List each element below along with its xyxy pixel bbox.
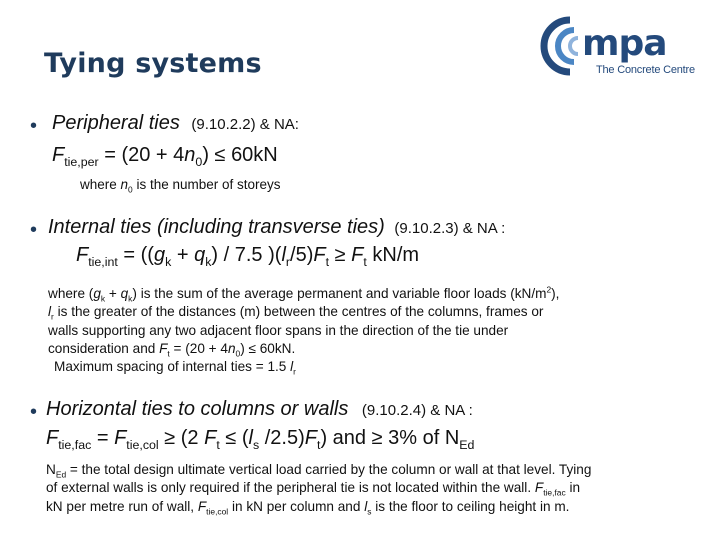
note-text: ), xyxy=(551,286,560,301)
peripheral-equation xyxy=(52,145,278,168)
logo-subtitle: The Concrete Centre xyxy=(596,64,695,76)
note-text: ) ≤ 60kN. xyxy=(240,341,296,357)
page-title: Tying systems xyxy=(44,48,262,79)
eq-text: = (20 + 4 xyxy=(98,144,185,166)
peripheral-heading xyxy=(52,113,299,133)
horizontal-ref: (9.10.2.4) & NA xyxy=(361,402,465,419)
note-text: + xyxy=(105,286,121,301)
note-subscript: tie,col xyxy=(206,506,229,517)
eq-symbol: n xyxy=(184,144,196,166)
eq-subscript: tie,int xyxy=(88,255,118,269)
peripheral-note xyxy=(80,176,281,194)
eq-symbol: F xyxy=(304,427,317,449)
note-subscript: s xyxy=(367,506,372,517)
mpa-logo xyxy=(536,14,695,84)
eq-text: /2.5) xyxy=(259,427,305,449)
eq-subscript: t xyxy=(363,255,367,269)
eq-subscript: Ed xyxy=(459,438,475,452)
eq-text: ≥ (2 xyxy=(158,427,205,449)
eq-text: = xyxy=(91,427,115,449)
note-line xyxy=(46,479,696,497)
horizontal-heading xyxy=(46,399,473,419)
note-line xyxy=(46,461,696,479)
note-subscript: 0 xyxy=(128,184,133,195)
note-line xyxy=(46,498,696,516)
eq-symbol: F xyxy=(114,427,127,449)
note-text: = (20 + 4 xyxy=(169,341,228,357)
note-text: is the floor to ceiling height in m. xyxy=(371,498,570,514)
note-symbol: l xyxy=(290,359,294,375)
note-subscript: k xyxy=(128,293,133,304)
eq-subscript: 0 xyxy=(195,155,203,169)
eq-symbol: l xyxy=(281,244,286,266)
eq-text: + xyxy=(171,244,195,266)
eq-symbol: F xyxy=(46,427,59,449)
eq-subscript: tie,per xyxy=(64,155,99,169)
note-symbol: l xyxy=(364,498,368,514)
eq-subscript: tie,fac xyxy=(58,438,92,452)
eq-symbol: l xyxy=(248,427,253,449)
note-symbol: l xyxy=(48,304,52,320)
peripheral-colon: : xyxy=(294,116,299,133)
note-text: Maximum spacing of internal ties = 1.5 xyxy=(54,359,291,375)
eq-text: kN/m xyxy=(366,244,420,266)
note-text: ) is the sum of the average permanent and variable floor loads (kN/m xyxy=(132,286,547,301)
note-text: = the total design ultimate vertical load carried by the column or wall at that level. Tying xyxy=(66,462,592,477)
eq-symbol: q xyxy=(194,244,206,266)
eq-text: ≤ ( xyxy=(219,427,249,449)
eq-subscript: s xyxy=(252,438,260,452)
note-text: is the greater of the distances (m) between the centres of the columns, frames or xyxy=(53,304,544,320)
horizontal-heading-text: Horizontal ties to columns or walls xyxy=(46,398,349,420)
eq-subscript: k xyxy=(205,255,212,269)
peripheral-ref: (9.10.2.2) & NA xyxy=(191,116,295,133)
note-superscript: 2 xyxy=(546,284,552,295)
note-symbol: F xyxy=(534,480,544,496)
eq-subscript: t xyxy=(325,255,330,269)
eq-subscript: tie,col xyxy=(126,438,159,452)
logo-brand: mpa xyxy=(582,23,667,64)
note-symbol: n xyxy=(120,177,129,192)
horizontal-colon: : xyxy=(464,402,473,419)
eq-symbol: F xyxy=(313,244,326,266)
note-symbol: F xyxy=(197,498,207,514)
note-text: where xyxy=(80,177,121,192)
note-subscript: r xyxy=(51,312,54,323)
horizontal-equation xyxy=(46,428,474,451)
note-line xyxy=(48,340,688,358)
eq-symbol: F xyxy=(351,244,364,266)
eq-text: ) ≤ 60kN xyxy=(202,144,278,166)
note-subscript: r xyxy=(293,367,296,378)
eq-text: ) / 7.5 )( xyxy=(211,244,282,266)
eq-symbol: F xyxy=(76,244,89,266)
note-subscript: Ed xyxy=(55,469,67,480)
eq-symbol: F xyxy=(204,427,217,449)
note-text: where ( xyxy=(48,286,94,301)
internal-heading xyxy=(48,217,505,237)
eq-text: ≥ xyxy=(329,244,352,266)
note-subscript: tie,fac xyxy=(543,488,566,499)
internal-note xyxy=(48,285,688,377)
note-text: kN per metre run of wall, xyxy=(46,498,198,514)
note-text: of external walls is only required if the peripheral tie is not located within the wall. xyxy=(46,480,535,496)
note-line xyxy=(48,358,688,376)
note-text: is the number of storeys xyxy=(132,177,281,192)
note-subscript: t xyxy=(167,348,170,359)
note-symbol: q xyxy=(120,286,129,301)
internal-equation xyxy=(76,245,419,268)
eq-subscript: r xyxy=(285,255,291,269)
horizontal-note xyxy=(46,461,696,516)
note-symbol: F xyxy=(159,341,168,357)
note-subscript: k xyxy=(100,293,106,304)
eq-subscript: t xyxy=(316,438,321,452)
note-line: walls supporting any two adjacent floor spans in the direction of the tie under xyxy=(48,322,509,338)
bullet-marker: • xyxy=(30,219,38,241)
eq-text: = (( xyxy=(117,244,154,266)
eq-symbol: g xyxy=(153,244,166,266)
note-line xyxy=(48,285,688,303)
eq-text: ) and ≥ 3% of N xyxy=(320,427,460,449)
note-text: in kN per column and xyxy=(228,498,365,514)
eq-text: /5) xyxy=(290,244,314,266)
note-symbol: g xyxy=(93,286,101,301)
note-subscript: 0 xyxy=(235,348,241,359)
eq-subscript: k xyxy=(165,255,172,269)
note-text: N xyxy=(46,462,56,477)
note-text: in xyxy=(565,480,581,496)
internal-ref: (9.10.2.3) & NA xyxy=(394,220,497,237)
note-text: consideration and xyxy=(48,341,160,357)
eq-symbol: F xyxy=(52,144,65,166)
eq-subscript: t xyxy=(216,438,220,452)
note-symbol: n xyxy=(227,341,236,357)
internal-colon: : xyxy=(496,220,506,237)
bullet-marker: • xyxy=(30,115,38,137)
note-line xyxy=(48,303,688,321)
internal-heading-text: Internal ties (including transverse ties) xyxy=(48,216,385,238)
bullet-marker: • xyxy=(30,401,38,423)
peripheral-heading-text: Peripheral ties xyxy=(52,112,180,134)
